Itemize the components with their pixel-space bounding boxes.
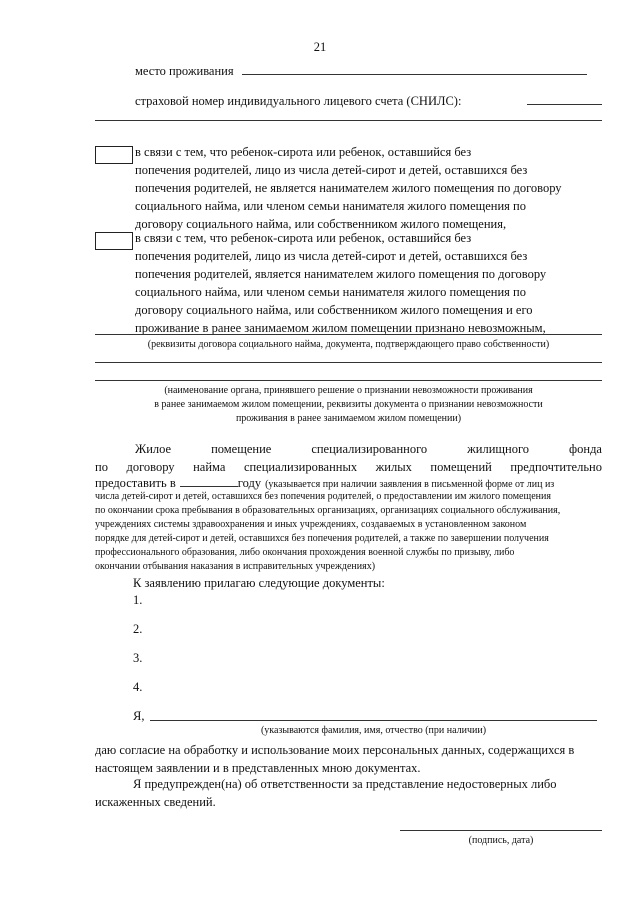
option2-line: попечения родителей, лицо из числа детей-сирот и детей, оставшихся без (135, 249, 528, 263)
contract-details-field[interactable] (95, 334, 602, 335)
snils-field[interactable] (527, 104, 602, 105)
warning-text (95, 775, 557, 811)
housing-line-1: Жилое помещение специализированного жилищного фонда (135, 442, 602, 456)
fio-caption: (указываются фамилия, имя, отчество (при наличии) (260, 725, 487, 736)
signature-caption: (подпись, дата) (468, 835, 534, 846)
housing-note: (указывается при наличии заявления в письменной форме от лиц из (265, 479, 555, 490)
residence-label: место проживания (135, 64, 234, 78)
option2-checkbox[interactable] (95, 232, 133, 250)
organ-caption-line: в ранее занимаемом жилом помещении, реквизиты документа о признании невозможности (154, 399, 543, 410)
ya-label: Я, (133, 709, 145, 723)
option2-line: социального найма, или членом семьи нанимателя жилого помещения по (135, 285, 526, 299)
snils-label: страховой номер индивидуального лицевого счета (СНИЛС): (135, 94, 462, 108)
attachments-intro: К заявлению прилагаю следующие документы: (133, 576, 385, 590)
housing-line-2: по договору найма специализированных жилых помещений предпочтительно (95, 460, 602, 474)
housing-year-word: году (237, 476, 262, 490)
housing-small-line: окончании отбывания наказания в исправительных учреждениях) (95, 561, 376, 572)
contract-details-field-2[interactable] (95, 362, 602, 363)
organ-details-caption (95, 384, 602, 426)
page-number: 21 (313, 40, 327, 54)
attachment-item-1[interactable]: 1. (133, 593, 143, 607)
attachment-item-4[interactable]: 4. (133, 680, 143, 694)
housing-small-line: по окончании срока пребывания в образовательных организациях, организациях социального обслуживания, (95, 505, 561, 516)
residence-field[interactable] (242, 74, 587, 75)
housing-small-text (95, 490, 602, 574)
option2-line: проживание в ранее занимаемом жилом помещении признано невозможным, (135, 321, 546, 335)
housing-small-line: профессионального образования, либо окончания прохождения военной службы по призыву, либо (95, 547, 515, 558)
option1-line: социального найма, или членом семьи нанимателя жилого помещения по (135, 199, 526, 213)
snils-continuation-line[interactable] (95, 120, 602, 121)
option2-line: договору социального найма, или собственником жилого помещения и его (135, 303, 533, 317)
organ-caption-line: (наименование органа, принявшего решение о признании невозможности проживания (164, 385, 533, 396)
consent-line: даю согласие на обработку и использование моих персональных данных, содержащихся в (95, 743, 575, 757)
warning-line: Я предупрежден(на) об ответственности за представление недостоверных либо (133, 777, 557, 791)
option1-first-line: в связи с тем, что ребенок-сирота или ребенок, оставшийся без (135, 145, 472, 159)
warning-line: искаженных сведений. (95, 795, 216, 809)
organ-details-field[interactable] (95, 380, 602, 381)
attachment-item-2[interactable]: 2. (133, 622, 143, 636)
year-field[interactable] (180, 474, 238, 487)
option1-line: попечения родителей, не является нанимателем жилого помещения по договору (135, 181, 562, 195)
organ-caption-line: проживания в ранее занимаемом жилом помещении) (235, 413, 462, 424)
housing-small-line: числа детей-сирот и детей, оставшихся без попечения родителей, о предоставлении им жилого помещения (95, 491, 551, 502)
contract-details-caption: (реквизиты договора социального найма, документа, подтверждающего право собственности) (147, 339, 550, 350)
fio-field[interactable] (150, 720, 597, 721)
option1-line: попечения родителей, лицо из числа детей-сирот и детей, оставшихся без (135, 163, 528, 177)
housing-small-line: учреждениях системы здравоохранения и иных учреждениях, создаваемых в установленном законом (95, 519, 527, 530)
option2-text (135, 247, 546, 337)
housing-small-line: порядке для детей-сирот и детей, оставшихся без попечения родителей, а также по завершении получения (95, 533, 549, 544)
option1-line: договору социального найма, или собственником жилого помещения, (135, 217, 507, 231)
attachment-item-3[interactable]: 3. (133, 651, 143, 665)
consent-text (95, 741, 574, 777)
option1-checkbox[interactable] (95, 146, 133, 164)
option1-text (135, 161, 562, 233)
signature-field[interactable] (400, 830, 602, 831)
option2-first-line: в связи с тем, что ребенок-сирота или ребенок, оставшийся без (135, 231, 472, 245)
consent-line: настоящем заявлении и в представленных мною документах. (95, 761, 421, 775)
housing-prefix: предоставить в (95, 476, 176, 490)
option2-line: попечения родителей, является нанимателем жилого помещения по договору (135, 267, 547, 281)
